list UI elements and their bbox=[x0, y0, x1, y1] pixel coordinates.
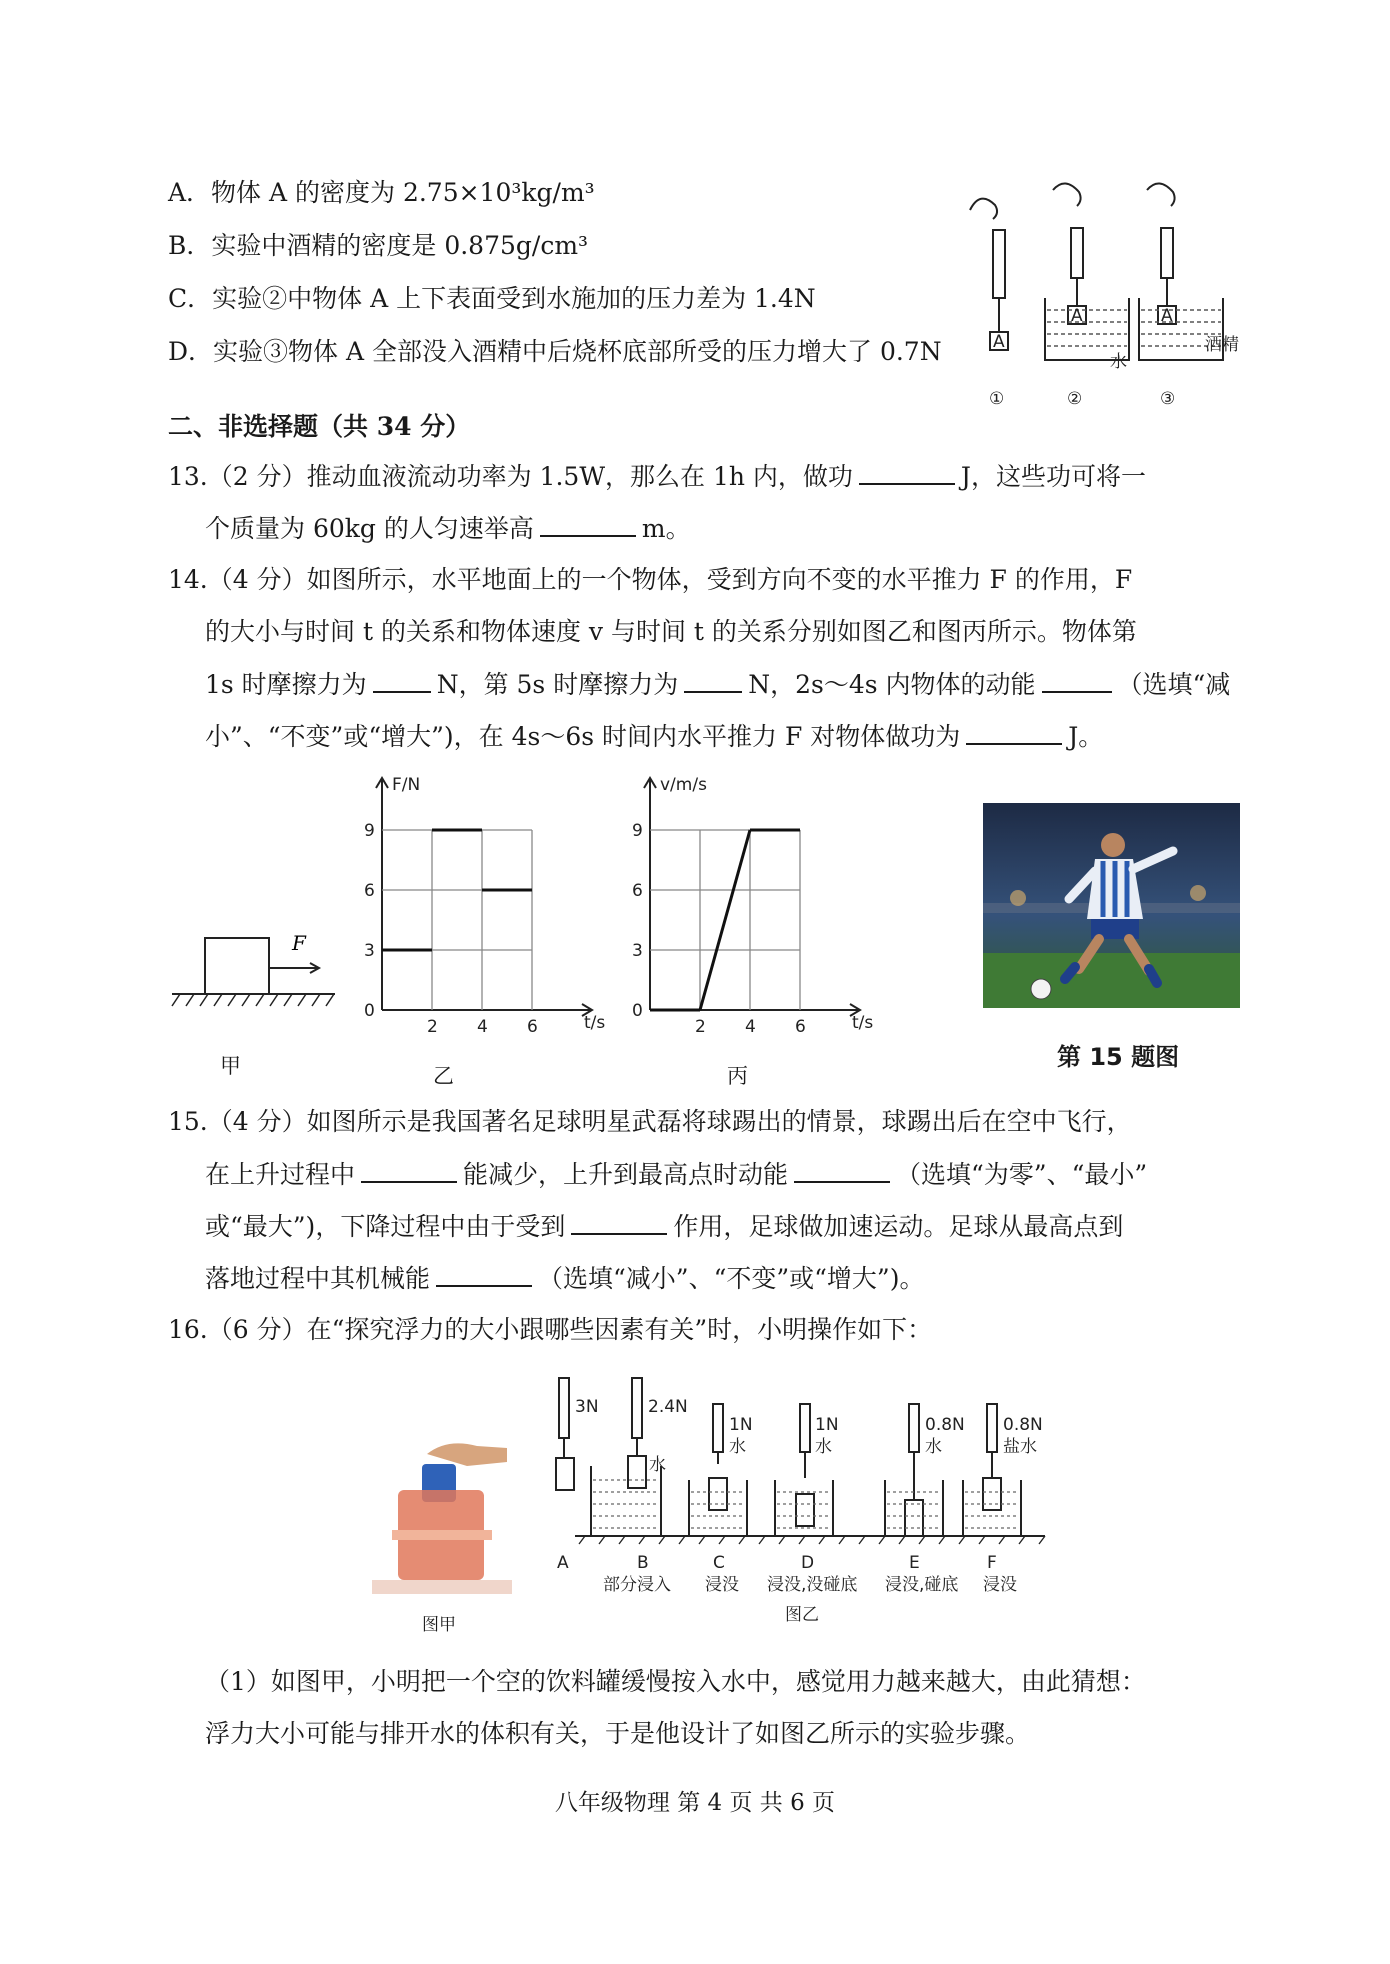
letter-e: E bbox=[909, 1553, 920, 1573]
letter-b: B bbox=[637, 1553, 649, 1573]
reading-c: 1N bbox=[729, 1415, 753, 1435]
y-tick-label: 6 bbox=[632, 881, 643, 901]
box-a-3: A bbox=[1161, 306, 1173, 326]
desc-f: 浸没 bbox=[983, 1575, 1017, 1595]
y-tick-label: 0 bbox=[364, 1001, 375, 1021]
option-a: A．物体 A 的密度为 2.75×10³kg/m³ bbox=[168, 178, 595, 207]
q13-line2: 个质量为 60kg 的人匀速举高 m。 bbox=[205, 511, 691, 546]
blank[interactable] bbox=[794, 1157, 890, 1183]
section-title: 二、非选择题（共 34 分） bbox=[168, 412, 471, 441]
blank[interactable] bbox=[684, 667, 742, 693]
q14-line1: 14.（4 分）如图所示，水平地面上的一个物体，受到方向不变的水平推力 F 的作用，F bbox=[168, 565, 1133, 594]
box-a-1: A bbox=[993, 332, 1005, 352]
option-d: D．实验③物体 A 全部没入酒精中后烧杯底部所受的压力增大了 0.7N bbox=[168, 337, 942, 366]
q14-line4: 小”、“不变”或“增大”)，在 4s～6s 时间内水平推力 F 对物体做功为 J。 bbox=[205, 719, 1103, 754]
fig14-bing-caption: 丙 bbox=[727, 1064, 748, 1088]
fig16-jia-caption: 图甲 bbox=[422, 1615, 456, 1635]
reading-f: 0.8N bbox=[1003, 1415, 1043, 1435]
letter-d: D bbox=[801, 1553, 815, 1573]
option-b: B．实验中酒精的密度是 0.875g/cm³ bbox=[168, 231, 589, 260]
q15-line1: 15.（4 分）如图所示是我国著名足球明星武磊将球踢出的情景，球踢出后在空中飞行， bbox=[168, 1107, 1132, 1136]
q13-line1: 13.（2 分）推动血液流动功率为 1.5W，那么在 1h 内，做功 J，这些功可将一 bbox=[168, 459, 1146, 494]
y-tick-label: 9 bbox=[364, 821, 375, 841]
liquid-b: 水 bbox=[649, 1455, 666, 1475]
blank[interactable] bbox=[373, 667, 431, 693]
y-tick-label: 3 bbox=[364, 941, 375, 961]
q15-line2: 在上升过程中 能减少，上升到最高点时动能 （选填“为零”、“最小” bbox=[205, 1157, 1147, 1192]
blank[interactable] bbox=[571, 1209, 667, 1235]
q15-line4: 落地过程中其机械能 （选填“减小”、“不变”或“增大”)。 bbox=[205, 1261, 924, 1296]
fig14-yi-caption: 乙 bbox=[433, 1064, 454, 1088]
q15-line3: 或“最大”)，下降过程中由于受到 作用，足球做加速运动。足球从最高点到 bbox=[205, 1209, 1123, 1244]
alcohol-label: 酒精 bbox=[1205, 335, 1239, 355]
force-label: F bbox=[292, 931, 306, 955]
liquid-d: 水 bbox=[815, 1437, 832, 1457]
yi-xlabel: t/s bbox=[584, 1013, 606, 1033]
data-segment bbox=[700, 830, 750, 1010]
fig15-caption: 第 15 题图 bbox=[1057, 1043, 1180, 1071]
y-tick-label: 6 bbox=[364, 881, 375, 901]
letter-f: F bbox=[987, 1553, 997, 1573]
blank[interactable] bbox=[540, 511, 636, 537]
q12-figure bbox=[965, 180, 1250, 415]
chart-bing bbox=[620, 770, 885, 1050]
label-3: ③ bbox=[1160, 389, 1176, 409]
x-tick-label: 4 bbox=[477, 1017, 488, 1037]
desc-c: 浸没 bbox=[705, 1575, 739, 1595]
reading-b: 2.4N bbox=[648, 1397, 688, 1417]
desc-b: 部分浸入 bbox=[603, 1575, 671, 1595]
q14-line2: 的大小与时间 t 的关系和物体速度 v 与时间 t 的关系分别如图乙和图丙所示。物体第 bbox=[205, 617, 1137, 646]
x-tick-label: 6 bbox=[527, 1017, 538, 1037]
fig16-yi bbox=[545, 1368, 1055, 1633]
blank[interactable] bbox=[966, 719, 1062, 745]
water-label: 水 bbox=[1110, 352, 1127, 372]
q14-line3: 1s 时摩擦力为 N，第 5s 时摩擦力为 N，2s～4s 内物体的动能 （选填“减 bbox=[205, 667, 1230, 702]
q16-para2: 浮力大小可能与排开水的体积有关，于是他设计了如图乙所示的实验步骤。 bbox=[205, 1719, 1031, 1748]
y-tick-label: 0 bbox=[632, 1001, 643, 1021]
blank[interactable] bbox=[361, 1157, 457, 1183]
reading-a: 3N bbox=[575, 1397, 599, 1417]
x-tick-label: 6 bbox=[795, 1017, 806, 1037]
blank[interactable] bbox=[436, 1261, 532, 1287]
bing-xlabel: t/s bbox=[852, 1013, 874, 1033]
option-c: C．实验②中物体 A 上下表面受到水施加的压力差为 1.4N bbox=[168, 284, 816, 313]
q16-line1: 16.（6 分）在“探究浮力的大小跟哪些因素有关”时，小明操作如下： bbox=[168, 1315, 933, 1344]
desc-e: 浸没,碰底 bbox=[885, 1575, 959, 1595]
letter-a: A bbox=[557, 1553, 569, 1573]
blank[interactable] bbox=[859, 459, 955, 485]
reading-d: 1N bbox=[815, 1415, 839, 1435]
x-tick-label: 2 bbox=[427, 1017, 438, 1037]
yi-ylabel: F/N bbox=[392, 775, 421, 795]
y-tick-label: 9 bbox=[632, 821, 643, 841]
label-2: ② bbox=[1067, 389, 1083, 409]
label-1: ① bbox=[989, 389, 1005, 409]
reading-e: 0.8N bbox=[925, 1415, 965, 1435]
box-a-2: A bbox=[1071, 306, 1083, 326]
fig16-yi-caption: 图乙 bbox=[785, 1605, 819, 1625]
q16-para1: （1）如图甲，小明把一个空的饮料罐缓慢按入水中，感觉用力越来越大，由此猜想： bbox=[205, 1667, 1146, 1696]
page-footer: 八年级物理 第 4 页 共 6 页 bbox=[554, 1790, 836, 1816]
x-tick-label: 2 bbox=[695, 1017, 706, 1037]
y-tick-label: 3 bbox=[632, 941, 643, 961]
football-player-photo bbox=[983, 803, 1240, 1008]
liquid-e: 水 bbox=[925, 1437, 942, 1457]
fig14-jia-caption: 甲 bbox=[220, 1054, 241, 1078]
bing-ylabel: v/m/s bbox=[660, 775, 707, 795]
liquid-c: 水 bbox=[729, 1437, 746, 1457]
liquid-f: 盐水 bbox=[1003, 1437, 1037, 1457]
blank[interactable] bbox=[1042, 667, 1112, 693]
chart-yi bbox=[352, 770, 617, 1050]
letter-c: C bbox=[713, 1553, 725, 1573]
x-tick-label: 4 bbox=[745, 1017, 756, 1037]
fig16-jia bbox=[372, 1440, 512, 1610]
fig14-jia bbox=[170, 920, 345, 1030]
desc-d: 浸没,没碰底 bbox=[767, 1575, 858, 1595]
